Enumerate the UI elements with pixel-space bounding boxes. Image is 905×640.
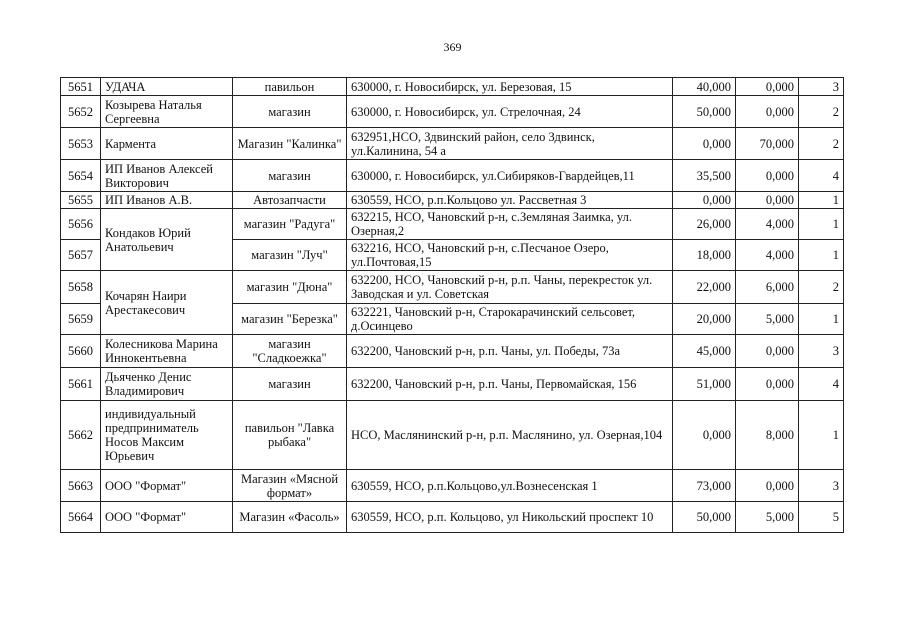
value-1: 0,000: [673, 401, 736, 470]
value-2: 6,000: [736, 271, 799, 304]
value-1: 50,000: [673, 96, 736, 128]
value-1: 18,000: [673, 240, 736, 271]
row-number: 5653: [61, 128, 101, 160]
owner-name: Кондаков Юрий Анатольевич: [101, 209, 233, 271]
value-1: 50,000: [673, 502, 736, 533]
address: 630559, НСО, р.п. Кольцово, ул Никольский проспект 10: [347, 502, 673, 533]
object-type: павильон "Лавка рыбака": [233, 401, 347, 470]
value-3: 1: [799, 209, 844, 240]
row-number: 5660: [61, 335, 101, 368]
table-row: [61, 335, 844, 368]
address: 632200, НСО, Чановский р-н, р.п. Чаны, перекресток ул. Заводская и ул. Советская: [347, 271, 673, 304]
object-type: Магазин «Мясной формат»: [233, 470, 347, 502]
object-type: магазин "Луч": [233, 240, 347, 271]
value-1: 0,000: [673, 128, 736, 160]
value-2: 0,000: [736, 96, 799, 128]
address: 630559, НСО, р.п.Кольцово ул. Рассветная 3: [347, 192, 673, 209]
object-type: магазин: [233, 160, 347, 192]
value-3: 5: [799, 502, 844, 533]
table-row: [61, 96, 844, 128]
value-3: 1: [799, 192, 844, 209]
owner-name: ООО "Формат": [101, 470, 233, 502]
table-row: [61, 368, 844, 401]
value-1: 26,000: [673, 209, 736, 240]
owner-name: ООО "Формат": [101, 502, 233, 533]
value-3: 2: [799, 96, 844, 128]
table-row: [61, 160, 844, 192]
owner-name: индивидуальный предприниматель Носов Максим Юрьевич: [101, 401, 233, 470]
owner-name: Дьяченко Денис Владимирович: [101, 368, 233, 401]
owner-name: Козырева Наталья Сергеевна: [101, 96, 233, 128]
address: 630000, г. Новосибирск, ул. Стрелочная, 24: [347, 96, 673, 128]
row-number: 5663: [61, 470, 101, 502]
row-number: 5652: [61, 96, 101, 128]
object-type: Магазин "Калинка": [233, 128, 347, 160]
object-type: магазин: [233, 368, 347, 401]
table-row: [61, 209, 844, 240]
row-number: 5664: [61, 502, 101, 533]
table-row: [61, 128, 844, 160]
value-3: 1: [799, 401, 844, 470]
row-number: 5658: [61, 271, 101, 304]
object-type: магазин "Сладкоежка": [233, 335, 347, 368]
object-type: павильон: [233, 78, 347, 96]
value-2: 0,000: [736, 160, 799, 192]
value-1: 22,000: [673, 271, 736, 304]
value-2: 4,000: [736, 209, 799, 240]
object-type: Магазин «Фасоль»: [233, 502, 347, 533]
row-number: 5661: [61, 368, 101, 401]
value-3: 3: [799, 470, 844, 502]
value-3: 4: [799, 160, 844, 192]
registry-table: [60, 77, 844, 533]
value-2: 0,000: [736, 368, 799, 401]
owner-name: Колесникова Марина Иннокентьевна: [101, 335, 233, 368]
value-2: 8,000: [736, 401, 799, 470]
table-row: [61, 192, 844, 209]
value-1: 73,000: [673, 470, 736, 502]
address: 632216, НСО, Чановский р-н, с.Песчаное Озеро, ул.Почтовая,15: [347, 240, 673, 271]
value-1: 20,000: [673, 304, 736, 335]
value-2: 70,000: [736, 128, 799, 160]
address: 632951,НСО, Здвинский район, село Здвинск, ул.Калинина, 54 а: [347, 128, 673, 160]
value-3: 2: [799, 271, 844, 304]
value-3: 1: [799, 304, 844, 335]
table-row: [61, 502, 844, 533]
row-number: 5657: [61, 240, 101, 271]
row-number: 5651: [61, 78, 101, 96]
row-number: 5659: [61, 304, 101, 335]
value-2: 0,000: [736, 192, 799, 209]
page-number: 369: [443, 40, 462, 54]
address: 632200, Чановский р-н, р.п. Чаны, Первомайская, 156: [347, 368, 673, 401]
owner-name: Кармента: [101, 128, 233, 160]
value-3: 3: [799, 335, 844, 368]
value-2: 4,000: [736, 240, 799, 271]
value-3: 3: [799, 78, 844, 96]
value-2: 5,000: [736, 502, 799, 533]
value-2: 0,000: [736, 78, 799, 96]
owner-name: ИП Иванов Алексей Викторович: [101, 160, 233, 192]
row-number: 5655: [61, 192, 101, 209]
address: 630000, г. Новосибирск, ул.Сибиряков-Гвардейцев,11: [347, 160, 673, 192]
value-2: 0,000: [736, 470, 799, 502]
address: НСО, Маслянинский р-н, р.п. Маслянино, ул. Озерная,104: [347, 401, 673, 470]
address: 630559, НСО, р.п.Кольцово,ул.Вознесенская 1: [347, 470, 673, 502]
address: 632221, Чановский р-н, Старокарачинский сельсовет, д.Осинцево: [347, 304, 673, 335]
value-2: 0,000: [736, 335, 799, 368]
value-1: 45,000: [673, 335, 736, 368]
table-row: [61, 401, 844, 470]
object-type: магазин: [233, 96, 347, 128]
address: 632215, НСО, Чановский р-н, с.Земляная Заимка, ул. Озерная,2: [347, 209, 673, 240]
object-type: магазин "Березка": [233, 304, 347, 335]
value-3: 4: [799, 368, 844, 401]
value-1: 51,000: [673, 368, 736, 401]
row-number: 5654: [61, 160, 101, 192]
value-1: 35,500: [673, 160, 736, 192]
row-number: 5662: [61, 401, 101, 470]
address: 632200, Чановский р-н, р.п. Чаны, ул. Победы, 73а: [347, 335, 673, 368]
table-row: [61, 78, 844, 96]
value-1: 0,000: [673, 192, 736, 209]
value-3: 2: [799, 128, 844, 160]
table-row: [61, 271, 844, 304]
object-type: магазин "Радуга": [233, 209, 347, 240]
object-type: магазин "Дюна": [233, 271, 347, 304]
owner-name: ИП Иванов А.В.: [101, 192, 233, 209]
value-1: 40,000: [673, 78, 736, 96]
row-number: 5656: [61, 209, 101, 240]
table-row: [61, 470, 844, 502]
object-type: Автозапчасти: [233, 192, 347, 209]
address: 630000, г. Новосибирск, ул. Березовая, 15: [347, 78, 673, 96]
owner-name: Кочарян Наири Арестакесович: [101, 271, 233, 335]
value-2: 5,000: [736, 304, 799, 335]
value-3: 1: [799, 240, 844, 271]
owner-name: УДАЧА: [101, 78, 233, 96]
